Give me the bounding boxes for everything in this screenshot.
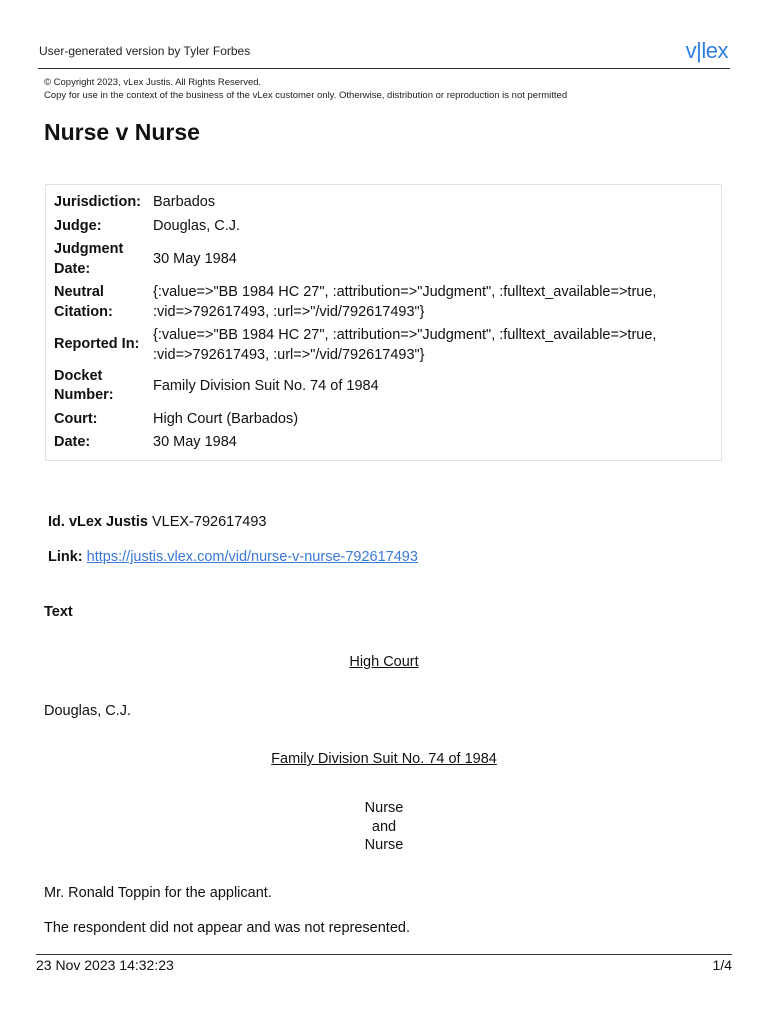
id-value: VLEX-792617493 <box>151 514 267 530</box>
meta-value: High Court (Barbados) <box>153 411 299 427</box>
meta-label: Court: <box>54 411 98 427</box>
meta-value: Douglas, C.J. <box>153 218 241 234</box>
court-heading-text: High Court <box>349 654 419 670</box>
id-label: Id. vLex Justis <box>48 514 148 530</box>
document-url-link[interactable]: https://justis.vlex.com/vid/nurse-v-nurse-792617493 <box>86 549 418 565</box>
header-user-line: User-generated version by Tyler Forbes <box>39 44 251 58</box>
meta-value-line-2: :vid=>792617493, :url=>"/vid/792617493"} <box>153 304 425 320</box>
judge-line: Douglas, C.J. <box>44 703 132 719</box>
meta-label-line-1: Judgment <box>54 241 124 257</box>
meta-value-line-2: :vid=>792617493, :url=>"/vid/792617493"} <box>153 347 425 363</box>
distribution-notice: Copy for use in the context of the business of the vLex customer only. Otherwise, distribution or reproduction is not permitted <box>44 90 568 101</box>
meta-value: 30 May 1984 <box>153 434 237 450</box>
appearance-respondent: The respondent did not appear and was not represented. <box>44 920 410 936</box>
header-divider <box>38 68 730 69</box>
meta-value-line-1: {:value=>"BB 1984 HC 27", :attribution=>"Judgment", :fulltext_available=>true, <box>153 284 657 300</box>
logo-lex: lex <box>701 38 728 63</box>
text-heading: Text <box>44 604 73 620</box>
meta-label: Reported In: <box>54 336 140 352</box>
court-heading <box>0 654 768 670</box>
link-label: Link: <box>48 549 83 565</box>
vlex-logo[interactable] <box>686 38 728 64</box>
meta-value: 30 May 1984 <box>153 251 237 267</box>
logo-bar: | <box>696 38 702 63</box>
meta-label-line-2: Citation: <box>54 304 113 320</box>
suit-heading <box>0 751 768 767</box>
party-and: and <box>371 819 397 835</box>
copyright-line: © Copyright 2023, vLex Justis. All Rights Reserved. <box>44 77 262 88</box>
suit-heading-text: Family Division Suit No. 74 of 1984 <box>271 751 497 767</box>
meta-label: Date: <box>54 434 91 450</box>
page-number: 1/4 <box>712 957 732 973</box>
page-title: Nurse v Nurse <box>44 119 200 145</box>
footer-divider <box>36 954 732 955</box>
meta-label: Jurisdiction: <box>54 194 142 210</box>
meta-value-line-1: {:value=>"BB 1984 HC 27", :attribution=>"Judgment", :fulltext_available=>true, <box>153 327 657 343</box>
meta-label-line-2: Date: <box>54 261 91 277</box>
document-link <box>48 549 418 565</box>
logo-v: v <box>685 38 697 63</box>
meta-value: Family Division Suit No. 74 of 1984 <box>153 378 379 394</box>
party-1: Nurse <box>364 800 404 816</box>
meta-value: Barbados <box>153 194 216 210</box>
meta-label-line-1: Neutral <box>54 284 104 300</box>
meta-label-line-1: Docket <box>54 368 103 384</box>
meta-label: Judge: <box>54 218 102 234</box>
appearance-applicant: Mr. Ronald Toppin for the applicant. <box>44 885 272 901</box>
party-2: Nurse <box>364 837 404 853</box>
meta-label-line-2: Number: <box>54 387 114 403</box>
footer-timestamp: 23 Nov 2023 14:32:23 <box>36 957 174 973</box>
document-id <box>48 514 266 530</box>
